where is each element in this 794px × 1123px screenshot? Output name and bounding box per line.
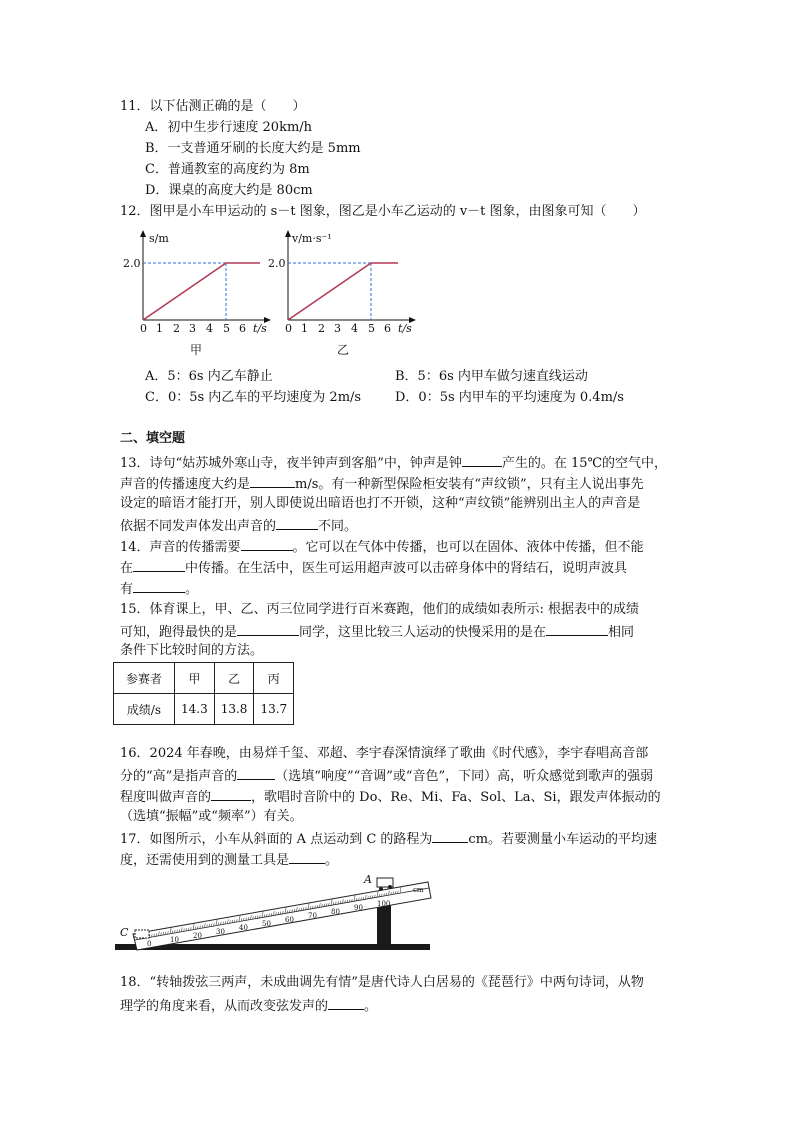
q12-option-d: D．0：5s 内甲车的平均速度为 0.4m/s <box>395 390 624 405</box>
q16-blank-1[interactable] <box>237 765 275 780</box>
graph-jia-xtick-5: 5 <box>223 322 230 335</box>
q13-text-2a: 声音的传播速度大约是 <box>120 477 251 492</box>
graph-jia-line <box>143 263 260 320</box>
q15-blank-1[interactable] <box>237 621 299 636</box>
q16-line-4: （选填“振幅”或“频率”）有关。 <box>120 809 303 824</box>
ruler-label: 70 <box>308 912 317 920</box>
ruler-label: 50 <box>262 920 271 928</box>
q14-text-1b: 。它可以在气体中传播，也可以在固体、液体中传播，但不能 <box>292 540 644 555</box>
q16-text-3a: 程度叫做声音的 <box>120 790 212 805</box>
ruler-label: 0 <box>147 940 152 948</box>
q14-text-2b: 中传播。在生活中，医生可运用超声波可以击碎身体中的肾结石，说明声波具 <box>185 561 628 576</box>
graph-jia-ylabel: s/m <box>149 232 169 245</box>
graph-yi-y-arrow <box>285 230 291 237</box>
q11-option-d: D．课桌的高度大约是 80cm <box>145 183 313 198</box>
support-block <box>377 902 391 946</box>
q13-text-1b: 产生的。在 15℃的空气中， <box>501 456 668 471</box>
q11-option-b: B．一支普通牙刷的长度大约是 5mm <box>145 141 361 156</box>
graph-yi-xtick-3: 3 <box>334 322 341 335</box>
q14-text-3a: 有 <box>120 582 134 597</box>
graph-yi <box>270 228 420 333</box>
q17-line-1 <box>120 828 657 850</box>
graph-jia-ytick: 2.0 <box>123 257 141 270</box>
q17-line-2 <box>120 849 338 871</box>
graph-jia-caption: 甲 <box>190 343 203 357</box>
ruler-label: 100 <box>377 900 391 908</box>
point-a-label: A <box>364 873 372 886</box>
table-header-cell: 参赛者 <box>114 663 175 694</box>
graph-yi-xticks <box>285 322 391 335</box>
q12-option-a: A．5：6s 内乙车静止 <box>145 369 273 384</box>
table-header-cell: 乙 <box>214 663 254 694</box>
graph-yi-xlabel: t/s <box>398 322 412 335</box>
graph-yi-xtick-0: 0 <box>285 322 292 335</box>
q12-option-c: C．0：5s 内乙车的平均速度为 2m/s <box>145 390 362 405</box>
graph-yi-xtick-1: 1 <box>301 322 308 335</box>
cart-wheel <box>379 887 383 891</box>
q14-line-3 <box>120 578 198 600</box>
q18-text-2b: 。 <box>364 999 378 1014</box>
q13-blank-1[interactable] <box>462 452 502 467</box>
ruler-label: 10 <box>170 936 179 944</box>
ruler-label: 90 <box>354 904 363 912</box>
graph-yi-line <box>288 263 398 320</box>
q16-line-1: 16．2024 年春晚，由易烊千玺、邓超、李宇春深情演绎了歌曲《时代感》，李宇春唱高音部 <box>120 746 649 761</box>
graph-yi-xtick-5: 5 <box>368 322 375 335</box>
ruler-unit: cm <box>413 886 424 894</box>
table-cell: 成绩/s <box>114 694 175 725</box>
graph-jia-xtick-4: 4 <box>206 322 213 335</box>
table-cell: 13.8 <box>214 694 254 725</box>
table-cell: 13.7 <box>254 694 294 725</box>
q11-option-a: A．初中生步行速度 20km/h <box>145 120 313 135</box>
q17-text-2b: 。 <box>325 853 339 868</box>
incline-figure <box>115 872 435 957</box>
q18-line-1: 18．“转轴拨弦三两声，未成曲调先有情”是唐代诗人白居易的《琵琶行》中两句诗词，从物 <box>120 975 644 990</box>
graph-jia-xtick-2: 2 <box>173 322 180 335</box>
q15-text-2c: 相同 <box>608 625 635 640</box>
q15-blank-2[interactable] <box>546 621 608 636</box>
q17-text-1a: 17．如图所示，小车从斜面的 A 点运动到 C 的路程为 <box>120 832 433 847</box>
graph-jia-y-arrow <box>140 230 146 237</box>
graph-yi-xtick-4: 4 <box>351 322 358 335</box>
q18-line-2 <box>120 995 377 1017</box>
graph-yi-xtick-2: 2 <box>318 322 325 335</box>
q14-blank-3[interactable] <box>133 578 185 593</box>
q16-line-3 <box>120 786 661 808</box>
q13-text-1a: 13．诗句“姑苏城外寒山寺，夜半钟声到客船”中，钟声是钟 <box>120 456 462 471</box>
table-header-cell: 丙 <box>254 663 294 694</box>
q15-score-table <box>113 662 294 725</box>
ruler-label: 30 <box>216 928 225 936</box>
q13-line-3: 设定的暗语才能打开，别人即使说出暗语也打不开锁，这种“声纹锁”能辨别出主人的声音是 <box>120 496 641 511</box>
q18-blank-1[interactable] <box>328 995 364 1010</box>
q16-blank-2[interactable] <box>211 786 251 801</box>
ruler-label: 60 <box>285 916 294 924</box>
q13-line-1 <box>120 452 667 474</box>
q14-line-1 <box>120 536 644 558</box>
q14-text-1a: 14．声音的传播需要 <box>120 540 241 555</box>
q16-text-2a: 分的“高”是指声音的 <box>120 769 238 784</box>
q13-line-2 <box>120 473 644 495</box>
graph-yi-ytick: 2.0 <box>268 257 286 270</box>
q15-line-2 <box>120 621 634 643</box>
graph-jia-xtick-0: 0 <box>140 322 147 335</box>
q17-text-2a: 度，还需使用到的测量工具是 <box>120 853 290 868</box>
q12-option-b: B．5：6s 内甲车做匀速直线运动 <box>395 369 588 384</box>
q15-text-2b: 同学，这里比较三人运动的快慢采用的是在 <box>299 625 547 640</box>
q13-blank-2[interactable] <box>250 473 295 488</box>
graph-jia <box>125 228 275 333</box>
graph-yi-caption: 乙 <box>337 343 350 357</box>
table-cell: 14.3 <box>175 694 215 725</box>
ruler-label: 20 <box>193 932 202 940</box>
ruler-label: 40 <box>239 924 248 932</box>
q13-text-4b: 不同。 <box>318 519 358 534</box>
graph-jia-xtick-3: 3 <box>189 322 196 335</box>
q13-text-2b: m/s。有一种新型保险柜安装有“声纹锁”，只有主人说出事先 <box>295 477 644 492</box>
q11-option-c: C．普通教室的高度约为 8m <box>145 162 310 177</box>
cart-wheel <box>388 885 392 889</box>
cart-at-c <box>135 930 149 938</box>
section-title: 二、填空题 <box>120 431 186 446</box>
point-c-label: C <box>120 926 129 939</box>
q14-blank-1[interactable] <box>241 536 293 551</box>
table-header-cell: 甲 <box>175 663 215 694</box>
q18-text-2a: 理学的角度来看，从而改变弦发声的 <box>120 999 329 1014</box>
q13-line-4 <box>120 515 357 537</box>
q14-text-3b: 。 <box>185 582 199 597</box>
q16-line-2 <box>120 765 653 787</box>
q17-blank-1[interactable] <box>432 828 468 843</box>
q14-blank-2[interactable] <box>133 557 185 572</box>
ruler-label: 80 <box>331 908 340 916</box>
graph-jia-xlabel: t/s <box>253 322 267 335</box>
q12-stem: 12．图甲是小车甲运动的 s－t 图象，图乙是小车乙运动的 v－t 图象，由图象可知（ ） <box>120 204 646 219</box>
q14-text-2a: 在 <box>120 561 134 576</box>
q11-stem: 11．以下估测正确的是（ ） <box>120 99 306 114</box>
q16-text-2b: （选填“响度”“音调”或“音色”，下同）高，听众感觉到歌声的强弱 <box>275 769 654 784</box>
table-row <box>114 663 294 694</box>
q16-text-3b: ，歌唱时音阶中的 Do、Re、Mi、Fa、Sol、La、Si，跟发声体振动的 <box>251 790 661 805</box>
q15-line-3: 条件下比较时间的方法。 <box>120 643 264 658</box>
q15-text-2a: 可知，跑得最快的是 <box>120 625 238 640</box>
q17-blank-2[interactable] <box>289 849 325 864</box>
graph-jia-xticks <box>140 322 246 335</box>
q14-line-2 <box>120 557 627 579</box>
q15-line-1: 15．体育课上，甲、乙、丙三位同学进行百米赛跑，他们的成绩如表所示: 根据表中的成绩 <box>120 602 640 617</box>
q17-text-1b: cm。若要测量小车运动的平均速 <box>468 832 658 847</box>
table-row <box>114 694 294 725</box>
graph-yi-xtick-6: 6 <box>384 322 391 335</box>
graph-jia-xtick-1: 1 <box>156 322 163 335</box>
graph-jia-xtick-6: 6 <box>239 322 246 335</box>
q13-text-4a: 依据不同发声体发出声音的 <box>120 519 277 534</box>
q13-blank-3[interactable] <box>276 515 318 530</box>
graph-yi-ylabel: v/m·s⁻¹ <box>292 232 332 245</box>
